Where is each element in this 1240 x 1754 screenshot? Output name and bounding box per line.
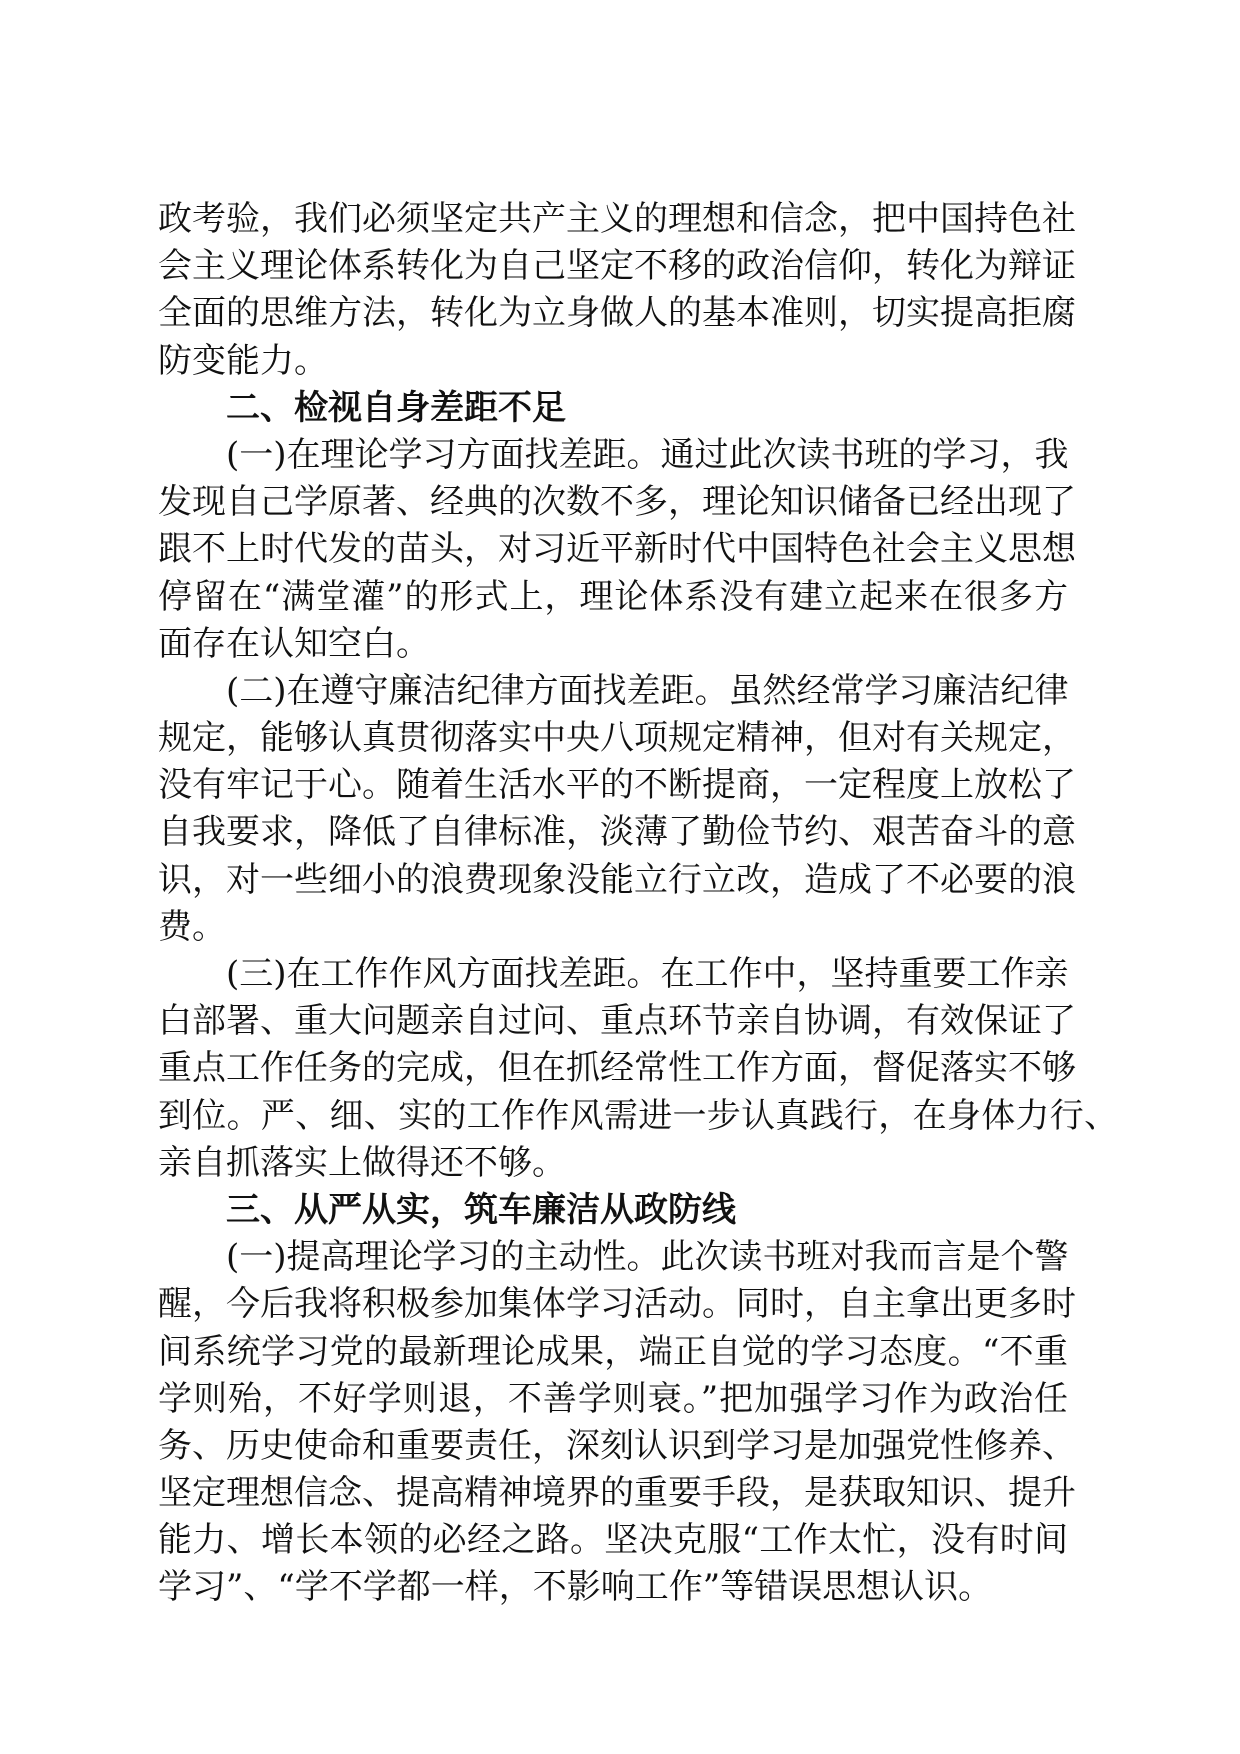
body-line: 白部署、重大问题亲自过问、重点环节亲自协调，有效保证了	[158, 1001, 1076, 1042]
body-line: 识，对一些细小的浪费现象没能立行立改，造成了不必要的浪	[158, 859, 1076, 900]
section-heading: 三、从严从实，筑车廉洁从政防线	[226, 1189, 736, 1230]
body-line: 亲自抓落实上做得还不够。	[158, 1142, 566, 1183]
paragraph-first-line: (一)提高理论学习的主动性。此次读书班对我而言是个警	[226, 1237, 1069, 1278]
body-line: 规定，能够认真贯彻落实中央八项规定精神，但对有关规定，	[158, 718, 1076, 759]
paragraph-first-line: (二)在遵守廉洁纪律方面找差距。虽然经常学习廉洁纪律	[226, 670, 1069, 711]
body-line: 醒，今后我将积极参加集体学习活动。同时，自主拿出更多时	[158, 1284, 1076, 1325]
paragraph-first-line: (一)在理论学习方面找差距。通过此次读书班的学习，我	[226, 434, 1069, 475]
body-line: 学则殆，不好学则退，不善学则衰。”把加强学习作为政治任	[158, 1378, 1068, 1419]
document-page	[158, 196, 1119, 1612]
body-line: 费。	[158, 906, 226, 947]
body-line: 坚定理想信念、提高精神境界的重要手段，是获取知识、提升	[158, 1473, 1076, 1514]
body-line: 没有牢记于心。随着生活水平的不断提商，一定程度上放松了	[158, 765, 1076, 806]
body-line: 能力、增长本领的必经之路。坚决克服“工作太忙，没有时间	[158, 1520, 1068, 1561]
body-line: 全面的思维方法，转化为立身做人的基本准则，切实提高拒腐	[158, 293, 1076, 334]
body-line: 间系统学习党的最新理论成果，端正自觉的学习态度。“不重	[158, 1331, 1068, 1372]
body-line: 防变能力。	[158, 340, 328, 381]
paragraph-first-line: (三)在工作作风方面找差距。在工作中，坚持重要工作亲	[226, 954, 1069, 994]
body-line: 自我要求，降低了自律标准，淡薄了勤俭节约、艰苦奋斗的意	[158, 812, 1076, 853]
section-heading: 二、检视自身差距不足	[226, 387, 566, 428]
body-line: 跟不上时代发的苗头，对习近平新时代中国特色社会主义思想	[158, 529, 1076, 570]
body-line: 面存在认知空白。	[158, 623, 430, 664]
body-line: 到位。严、细、实的工作作风需进一步认真践行，在身体力行、	[158, 1095, 1119, 1136]
body-line: 会主义理论体系转化为自己坚定不移的政治信仰，转化为辩证	[158, 246, 1076, 287]
body-line: 发现自己学原著、经典的次数不多，理论知识储备已经出现了	[158, 482, 1076, 523]
body-line: 停留在“满堂灌”的形式上，理论体系没有建立起来在很多方	[158, 576, 1068, 617]
body-line: 重点工作任务的完成，但在抓经常性工作方面，督促落实不够	[158, 1048, 1076, 1089]
body-line: 务、历史使命和重要责任，深刻认识到学习是加强党性修养、	[158, 1425, 1076, 1466]
body-line: 政考验，我们必须坚定共产主义的理想和信念，把中国持色社	[158, 199, 1076, 239]
body-line: 学习”、“学不学都一样，不影响工作”等错误思想认识。	[158, 1567, 993, 1608]
